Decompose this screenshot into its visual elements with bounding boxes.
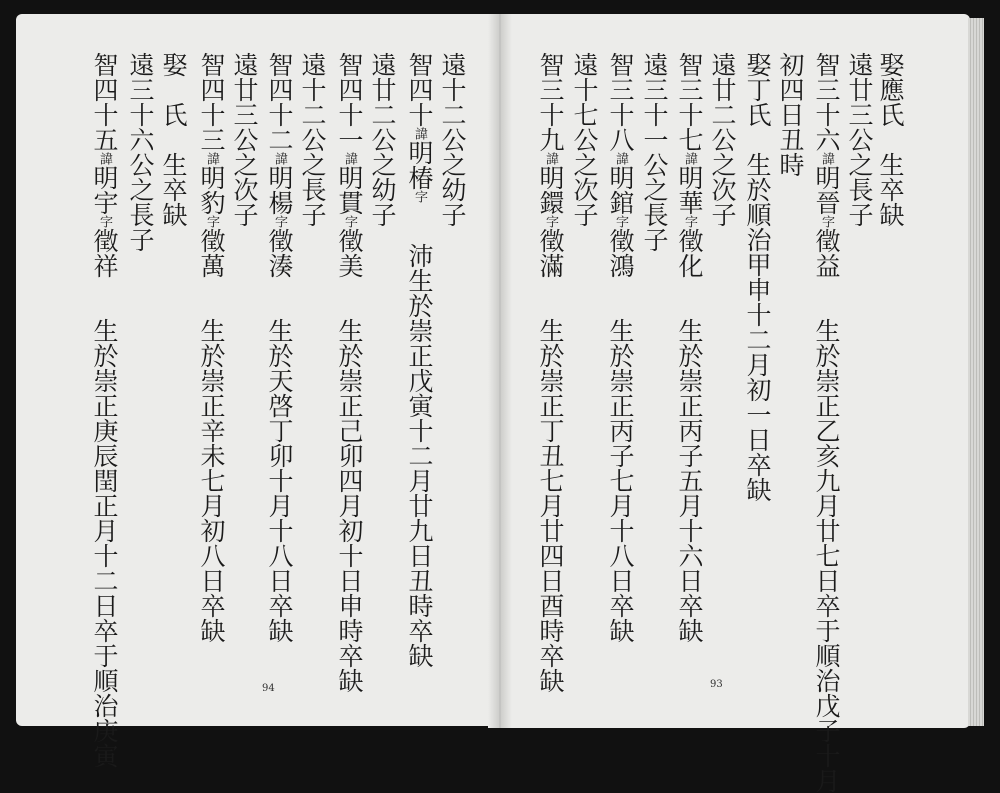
column-text: 字 bbox=[543, 215, 558, 228]
left-page-column bbox=[124, 52, 156, 252]
column-text: 智三十七 bbox=[675, 52, 704, 152]
column-text: 智三十六 bbox=[812, 52, 841, 152]
column-text: 明貫 bbox=[335, 165, 364, 215]
column-text: 沛生於崇正戊寅十二月廿九日丑時卒缺 bbox=[405, 243, 434, 668]
column-text: 遠十七公之次子 bbox=[570, 52, 599, 227]
column-text: 生於崇正丙子五月十六日卒缺 bbox=[675, 318, 704, 643]
column-text: 遠廿二公之幼子 bbox=[368, 52, 397, 227]
column-text: 諱 bbox=[412, 127, 427, 140]
column-text: 徵益 bbox=[812, 228, 841, 278]
right-page-column bbox=[534, 52, 566, 693]
left-page-column bbox=[88, 52, 120, 768]
left-page-column bbox=[436, 52, 468, 227]
left-page-column bbox=[263, 52, 295, 643]
column-text: 娶 氏 生卒缺 bbox=[159, 52, 188, 227]
right-page-number: 93 bbox=[710, 679, 723, 690]
left-page-column bbox=[228, 52, 260, 227]
column-text: 生於崇正丁丑七月廿四日酉時卒缺 bbox=[536, 318, 565, 693]
column-text: 諱 bbox=[613, 152, 628, 165]
left-page-column bbox=[403, 52, 435, 668]
column-text: 徵化 bbox=[675, 228, 704, 278]
column-text: 初四日丑時 bbox=[776, 52, 805, 177]
column-text: 諱 bbox=[342, 152, 357, 165]
column-text: 智四十三 bbox=[197, 52, 226, 152]
column-text: 遠三十一公之長子 bbox=[640, 52, 669, 252]
column-text: 智四十二 bbox=[265, 52, 294, 152]
column-text: 智三十八 bbox=[606, 52, 635, 152]
column-text: 生於崇正乙亥九月廿七日卒于順治戊子十月 bbox=[812, 318, 841, 793]
column-text: 字 bbox=[97, 215, 112, 228]
column-text: 遠十二公之長子 bbox=[298, 52, 327, 227]
column-text: 生於崇正己卯四月初十日申時卒缺 bbox=[335, 318, 364, 693]
right-page-column bbox=[874, 52, 906, 227]
column-text: 明晉 bbox=[812, 165, 841, 215]
left-page-column bbox=[333, 52, 365, 693]
column-text: 智四十五 bbox=[90, 52, 119, 152]
column-text: 諱 bbox=[682, 152, 697, 165]
column-text: 字 bbox=[204, 215, 219, 228]
right-page-column bbox=[706, 52, 738, 227]
column-text: 遠三十六公之長子 bbox=[126, 52, 155, 252]
column-text: 娶丁氏 生於順治甲申十二月初一日卒缺 bbox=[743, 52, 772, 502]
column-text: 徵滿 bbox=[536, 228, 565, 278]
column-text: 智四十一 bbox=[335, 52, 364, 152]
column-text: 明宇 bbox=[90, 165, 119, 215]
column-text: 娶應氏 生卒缺 bbox=[876, 52, 905, 227]
left-page-column bbox=[366, 52, 398, 227]
right-page-column bbox=[810, 52, 842, 793]
left-page-column bbox=[296, 52, 328, 227]
column-text: 智三十九 bbox=[536, 52, 565, 152]
left-page-number: 94 bbox=[262, 683, 275, 694]
book-gutter bbox=[488, 14, 512, 728]
column-text: 字 bbox=[819, 215, 834, 228]
column-text: 諱 bbox=[272, 152, 287, 165]
column-text: 遠廿三公之次子 bbox=[230, 52, 259, 227]
left-page-column bbox=[157, 52, 189, 227]
column-text: 字 bbox=[682, 215, 697, 228]
column-text: 生於天啓丁卯十月十八日卒缺 bbox=[265, 318, 294, 643]
column-text: 明楊 bbox=[265, 165, 294, 215]
column-text: 遠廿二公之次子 bbox=[708, 52, 737, 227]
page-edges bbox=[968, 18, 984, 726]
column-text: 明鐶 bbox=[536, 165, 565, 215]
column-text: 生於崇正庚辰閏正月十二日卒于順治庚寅 bbox=[90, 318, 119, 768]
column-text: 字 bbox=[272, 215, 287, 228]
column-text: 字 bbox=[613, 215, 628, 228]
column-text: 諱 bbox=[543, 152, 558, 165]
column-text: 明華 bbox=[675, 165, 704, 215]
column-text: 字 bbox=[342, 215, 357, 228]
column-text: 生於崇正丙子七月十八日卒缺 bbox=[606, 318, 635, 643]
right-page-column bbox=[741, 52, 773, 502]
column-text: 徵萬 bbox=[197, 228, 226, 278]
right-page-column bbox=[843, 52, 875, 227]
column-text: 徵美 bbox=[335, 228, 364, 278]
column-text: 諱 bbox=[204, 152, 219, 165]
column-text: 智四十 bbox=[405, 52, 434, 127]
column-text: 諱 bbox=[97, 152, 112, 165]
right-page-column bbox=[568, 52, 600, 227]
left-page-column bbox=[195, 52, 227, 643]
right-page-column bbox=[604, 52, 636, 643]
right-page-column bbox=[774, 52, 806, 177]
column-text: 遠廿三公之長子 bbox=[845, 52, 874, 227]
column-text: 諱 bbox=[819, 152, 834, 165]
column-text: 徵鴻 bbox=[606, 228, 635, 278]
column-text: 字 bbox=[412, 190, 427, 203]
column-text: 遠十二公之幼子 bbox=[438, 52, 467, 227]
column-text: 明椿 bbox=[405, 140, 434, 190]
right-page-column bbox=[673, 52, 705, 643]
column-text: 明錧 bbox=[606, 165, 635, 215]
column-text: 徵湊 bbox=[265, 228, 294, 278]
column-text: 明豹 bbox=[197, 165, 226, 215]
column-text: 徵祥 bbox=[90, 228, 119, 278]
column-text: 生於崇正辛未七月初八日卒缺 bbox=[197, 318, 226, 643]
right-page-column bbox=[638, 52, 670, 252]
